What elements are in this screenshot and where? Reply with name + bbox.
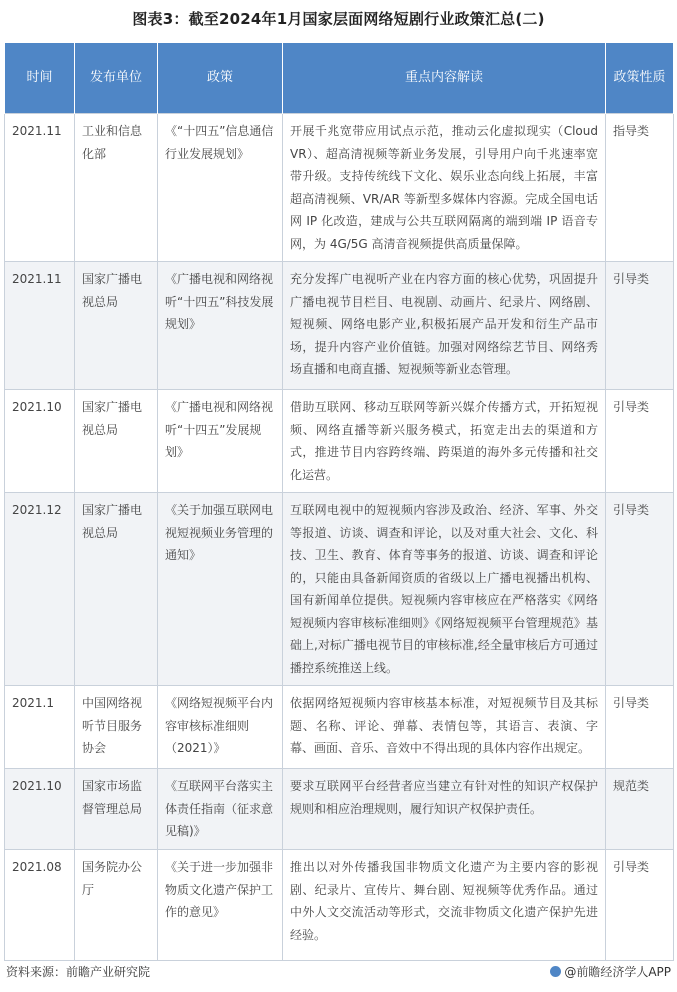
header-type: 政策性质: [606, 43, 674, 114]
cell-issuer: 国家广播电视总局: [75, 262, 158, 390]
cell-content: 互联网电视中的短视频内容涉及政治、经济、军事、外交等报道、访谈、调查和评论，以及对重大社会、文化、科技、卫生、教育、体育等事务的报道、访谈、调查和评论的，只能由具备新闻资质的省级以上广播电视播出机构、国有新闻单位提供。短视频内容审核应在严格落实《网络短视频内容审核标准细则》《网络短视频平台管理规范》基础上,对标广播电视节目的审核标准,经全量审核后方可通过播控系统推送上线。: [283, 493, 606, 686]
cell-type: 引导类: [606, 390, 674, 493]
table-row: [5, 769, 674, 850]
cell-policy: 《广播电视和网络视听“十四五”发展规划》: [158, 390, 283, 493]
cell-type: 引导类: [606, 493, 674, 686]
brand-logo-icon: [550, 966, 561, 977]
header-policy: 政策: [158, 43, 283, 114]
cell-date: 2021.11: [5, 262, 75, 390]
cell-issuer: 国务院办公厅: [75, 850, 158, 961]
cell-content: 要求互联网平台经营者应当建立有针对性的知识产权保护规则和相应治理规则，履行知识产权保护责任。: [283, 769, 606, 850]
source-note: 资料来源：前瞻产业研究院: [6, 965, 151, 979]
cell-policy: 《关于加强互联网电视短视频业务管理的通知》: [158, 493, 283, 686]
cell-policy: 《网络短视频平台内容审核标准细则（2021）》: [158, 686, 283, 769]
cell-date: 2021.1: [5, 686, 75, 769]
cell-type: 引导类: [606, 262, 674, 390]
cell-policy: 《互联网平台落实主体责任指南（征求意见稿)》: [158, 769, 283, 850]
cell-issuer: 工业和信息化部: [75, 114, 158, 262]
header-content: 重点内容解读: [283, 43, 606, 114]
cell-content: 开展千兆宽带应用试点示范，推动云化虚拟现实（Cloud VR）、超高清视频等新业务发展，引导用户向千兆速率宽带升级。支持传统线下文化、娱乐业态向线上拓展，丰富超高清视频、VR/AR 等新型多媒体内容源。完成全国电话网 IP 化改造，建成与公共互联网隔离的端到端 IP 语音专网，为 4G/5G 高清音视频提供高质量保障。: [283, 114, 606, 262]
cell-date: 2021.10: [5, 390, 75, 493]
cell-policy: 《关于进一步加强非物质文化遗产保护工作的意见》: [158, 850, 283, 961]
table-row: [5, 262, 674, 390]
cell-date: 2021.08: [5, 850, 75, 961]
brand-credit-text: @前瞻经济学人APP: [564, 965, 671, 979]
table-row: [5, 493, 674, 686]
cell-content: 推出以对外传播我国非物质文化遗产为主要内容的影视剧、纪录片、宣传片、舞台剧、短视频等优秀作品。通过中外人文交流活动等形式，交流非物质文化遗产保护先进经验。: [283, 850, 606, 961]
cell-date: 2021.11: [5, 114, 75, 262]
cell-policy: 《“十四五”信息通信行业发展规划》: [158, 114, 283, 262]
cell-issuer: 中国网络视听节目服务协会: [75, 686, 158, 769]
cell-content: 借助互联网、移动互联网等新兴媒介传播方式，开拓短视频、网络直播等新兴服务模式，拓宽走出去的渠道和方式，推进节目内容跨终端、跨渠道的海外多元传播和社交化运营。: [283, 390, 606, 493]
header-date: 时间: [5, 43, 75, 114]
cell-content: 充分发挥广电视听产业在内容方面的核心优势，巩固提升广播电视节目栏目、电视剧、动画片、纪录片、网络剧、短视频、网络电影产业,积极拓展产品开发和衍生产品市场，提升内容产业价值链。加强对网络综艺节目、网络秀场直播和电商直播、短视频等新业态管理。: [283, 262, 606, 390]
cell-date: 2021.10: [5, 769, 75, 850]
table-row: [5, 390, 674, 493]
cell-issuer: 国家广播电视总局: [75, 493, 158, 686]
table-header-row: [5, 43, 674, 114]
cell-date: 2021.12: [5, 493, 75, 686]
table-row: [5, 850, 674, 961]
page-title: 图表3：截至2024年1月国家层面网络短剧行业政策汇总(二): [132, 10, 545, 28]
cell-type: 指导类: [606, 114, 674, 262]
cell-issuer: 国家市场监督管理总局: [75, 769, 158, 850]
cell-policy: 《广播电视和网络视听“十四五”科技发展规划》: [158, 262, 283, 390]
cell-type: 引导类: [606, 686, 674, 769]
table-row: [5, 686, 674, 769]
header-issuer: 发布单位: [75, 43, 158, 114]
cell-type: 规范类: [606, 769, 674, 850]
cell-content: 依据网络短视频内容审核基本标准，对短视频节目及其标题、名称、评论、弹幕、表情包等，其语言、表演、字幕、画面、音乐、音效中不得出现的具体内容作出规定。: [283, 686, 606, 769]
brand-credit: [550, 963, 671, 980]
policy-table: [4, 43, 674, 961]
cell-type: 引导类: [606, 850, 674, 961]
cell-issuer: 国家广播电视总局: [75, 390, 158, 493]
table-row: [5, 114, 674, 262]
